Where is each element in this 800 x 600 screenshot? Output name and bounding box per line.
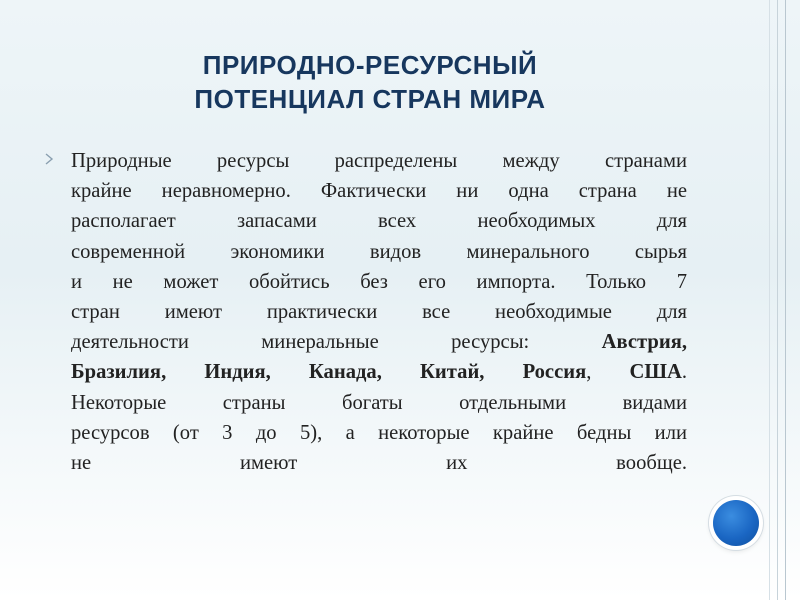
body-line: [71, 418, 687, 448]
country-name: Австрия,: [601, 331, 687, 354]
body-line: [71, 267, 687, 297]
body-line: [71, 357, 687, 387]
body-text-segment: Природные ресурсы распределены между странами: [71, 150, 687, 172]
body-text-segment: не имеют их вообще.: [71, 452, 687, 475]
body-text-segment: современной экономики видов минерального сырья: [71, 240, 687, 263]
edge-line: [777, 0, 778, 600]
title-line-1: ПРИРОДНО-РЕСУРСНЫЙ: [202, 50, 538, 80]
chevron-bullet-icon: [44, 152, 54, 164]
blue-circle-icon: [713, 500, 759, 546]
country-name: США: [629, 361, 682, 384]
body-line: [71, 146, 687, 176]
body-text-segment: и не может обойтись без его импорта. Только 7: [71, 270, 687, 293]
body-text-segment: крайне неравномерно. Фактически ни одна страна не: [71, 180, 687, 203]
body-paragraph: [71, 146, 687, 478]
body-line: [71, 297, 687, 327]
body-text-segment: располагает запасами всех необходимых для: [71, 210, 687, 233]
edge-line: [769, 0, 770, 600]
body-text-segment: стран имеют практически все необходимые для: [71, 301, 687, 324]
body-text-segment: Некоторые страны богаты отдельными видами: [71, 391, 687, 414]
body-line: [71, 206, 687, 236]
edge-line: [785, 0, 786, 600]
title-line-2: ПОТЕНЦИАЛ СТРАН МИРА: [194, 84, 546, 114]
body-text-segment: .: [681, 361, 687, 384]
slide-title: [70, 48, 670, 116]
body-line: [71, 176, 687, 206]
body-text-segment: ресурсов (от 3 до 5), а некоторые крайне бедны или: [71, 421, 687, 444]
body-line: [71, 448, 687, 478]
body-text-segment: деятельности минеральные ресурсы:: [71, 331, 602, 354]
body-line: [71, 327, 687, 357]
body-text-segment: ,: [586, 361, 630, 384]
body-line: [71, 388, 687, 418]
country-name: Бразилия, Индия, Канада, Китай, Россия: [71, 361, 587, 384]
body-line: [71, 237, 687, 267]
